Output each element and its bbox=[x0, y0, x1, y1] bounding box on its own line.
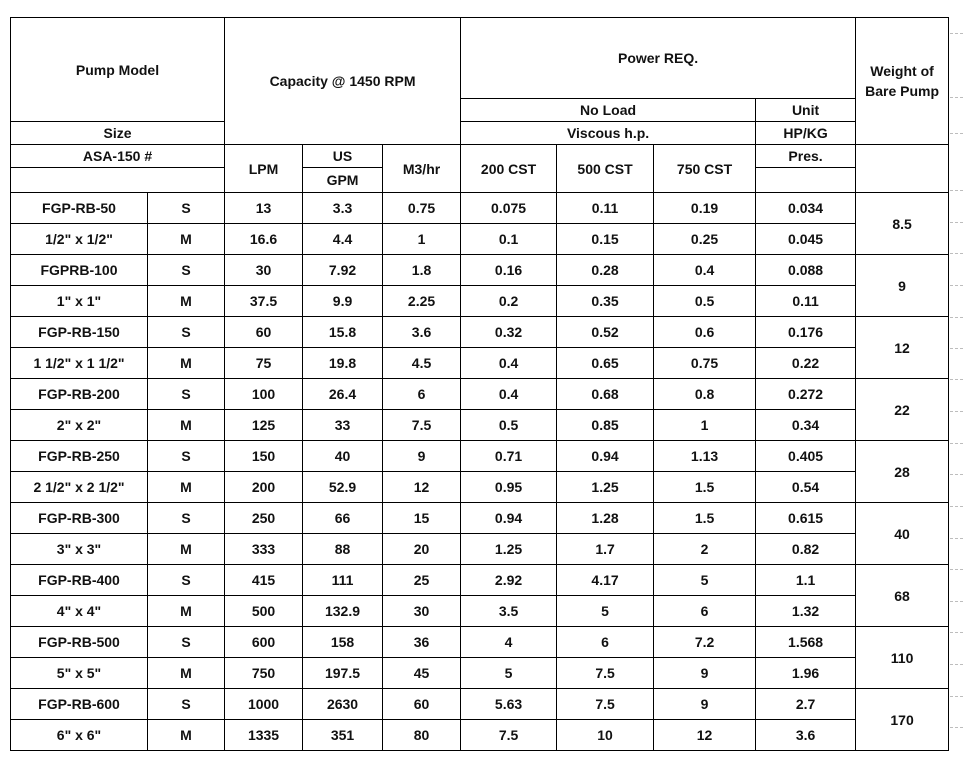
table-row bbox=[11, 286, 949, 317]
cell-cst200: 0.5 bbox=[461, 410, 557, 441]
cell-cst750: 0.5 bbox=[654, 286, 756, 317]
cell-hpkg: 0.034 bbox=[756, 193, 856, 224]
header-pres: Pres. bbox=[756, 145, 856, 168]
header-gpm: GPM bbox=[303, 168, 383, 193]
cell-weight: 12 bbox=[856, 317, 949, 379]
cell-gpm: 9.9 bbox=[303, 286, 383, 317]
cell-type: M bbox=[148, 224, 225, 255]
cell-lpm: 13 bbox=[225, 193, 303, 224]
header-cst750: 750 CST bbox=[654, 145, 756, 193]
cell-gpm: 15.8 bbox=[303, 317, 383, 348]
cell-hpkg: 0.176 bbox=[756, 317, 856, 348]
cell-cst750: 1.5 bbox=[654, 503, 756, 534]
sheet-gridline bbox=[950, 632, 963, 633]
cell-hpkg: 0.045 bbox=[756, 224, 856, 255]
cell-cst750: 0.4 bbox=[654, 255, 756, 286]
cell-model: 4" x 4" bbox=[11, 596, 148, 627]
cell-type: M bbox=[148, 720, 225, 751]
pump-spec-table bbox=[10, 17, 949, 751]
header-lpm: LPM bbox=[225, 145, 303, 193]
cell-weight: 110 bbox=[856, 627, 949, 689]
sheet-gridline bbox=[950, 538, 963, 539]
cell-hpkg: 0.615 bbox=[756, 503, 856, 534]
header-unit: Unit bbox=[756, 99, 856, 122]
cell-weight: 40 bbox=[856, 503, 949, 565]
sheet-gridline bbox=[950, 664, 963, 665]
cell-weight: 22 bbox=[856, 379, 949, 441]
cell-cst500: 4.17 bbox=[557, 565, 654, 596]
cell-gpm: 2630 bbox=[303, 689, 383, 720]
cell-weight: 170 bbox=[856, 689, 949, 751]
header-cst200: 200 CST bbox=[461, 145, 557, 193]
cell-lpm: 150 bbox=[225, 441, 303, 472]
cell-hpkg: 1.96 bbox=[756, 658, 856, 689]
sheet-gridline bbox=[950, 443, 963, 444]
cell-model: FGP-RB-200 bbox=[11, 379, 148, 410]
cell-lpm: 415 bbox=[225, 565, 303, 596]
sheet-gridline bbox=[950, 33, 963, 34]
cell-m3hr: 3.6 bbox=[383, 317, 461, 348]
cell-cst200: 1.25 bbox=[461, 534, 557, 565]
cell-cst200: 0.94 bbox=[461, 503, 557, 534]
sheet-gridline bbox=[950, 506, 963, 507]
cell-cst500: 0.28 bbox=[557, 255, 654, 286]
cell-gpm: 132.9 bbox=[303, 596, 383, 627]
cell-cst200: 0.71 bbox=[461, 441, 557, 472]
cell-model: FGP-RB-500 bbox=[11, 627, 148, 658]
cell-hpkg: 0.088 bbox=[756, 255, 856, 286]
header-row-3 bbox=[11, 122, 949, 145]
cell-model: FGP-RB-600 bbox=[11, 689, 148, 720]
cell-lpm: 750 bbox=[225, 658, 303, 689]
cell-hpkg: 0.11 bbox=[756, 286, 856, 317]
cell-type: M bbox=[148, 596, 225, 627]
sheet-gridline bbox=[950, 601, 963, 602]
cell-lpm: 100 bbox=[225, 379, 303, 410]
cell-cst500: 0.94 bbox=[557, 441, 654, 472]
cell-type: S bbox=[148, 317, 225, 348]
cell-hpkg: 0.22 bbox=[756, 348, 856, 379]
cell-m3hr: 0.75 bbox=[383, 193, 461, 224]
cell-type: M bbox=[148, 286, 225, 317]
cell-model: 6" x 6" bbox=[11, 720, 148, 751]
cell-hpkg: 2.7 bbox=[756, 689, 856, 720]
cell-type: S bbox=[148, 193, 225, 224]
header-viscous-hp: Viscous h.p. bbox=[461, 122, 756, 145]
cell-m3hr: 2.25 bbox=[383, 286, 461, 317]
header-asa: ASA-150 # bbox=[11, 145, 225, 168]
cell-hpkg: 1.1 bbox=[756, 565, 856, 596]
cell-lpm: 75 bbox=[225, 348, 303, 379]
cell-type: M bbox=[148, 658, 225, 689]
header-size: Size bbox=[11, 122, 225, 145]
table-row bbox=[11, 410, 949, 441]
cell-cst750: 0.75 bbox=[654, 348, 756, 379]
cell-cst500: 1.28 bbox=[557, 503, 654, 534]
header-weight: Weight of Bare Pump bbox=[856, 18, 949, 145]
cell-gpm: 26.4 bbox=[303, 379, 383, 410]
cell-cst200: 0.1 bbox=[461, 224, 557, 255]
cell-cst200: 0.4 bbox=[461, 348, 557, 379]
cell-lpm: 500 bbox=[225, 596, 303, 627]
cell-m3hr: 15 bbox=[383, 503, 461, 534]
cell-gpm: 7.92 bbox=[303, 255, 383, 286]
cell-m3hr: 60 bbox=[383, 689, 461, 720]
header-us: US bbox=[303, 145, 383, 168]
cell-model: 5" x 5" bbox=[11, 658, 148, 689]
cell-cst200: 2.92 bbox=[461, 565, 557, 596]
cell-m3hr: 1.8 bbox=[383, 255, 461, 286]
cell-cst500: 1.7 bbox=[557, 534, 654, 565]
header-row-1 bbox=[11, 18, 949, 99]
cell-lpm: 333 bbox=[225, 534, 303, 565]
cell-cst750: 2 bbox=[654, 534, 756, 565]
cell-gpm: 88 bbox=[303, 534, 383, 565]
sheet-gridline bbox=[950, 190, 963, 191]
header-row-4 bbox=[11, 145, 949, 168]
cell-cst750: 1.13 bbox=[654, 441, 756, 472]
table-row bbox=[11, 441, 949, 472]
cell-lpm: 1000 bbox=[225, 689, 303, 720]
cell-cst200: 3.5 bbox=[461, 596, 557, 627]
cell-gpm: 158 bbox=[303, 627, 383, 658]
cell-hpkg: 0.34 bbox=[756, 410, 856, 441]
cell-cst500: 0.11 bbox=[557, 193, 654, 224]
sheet-gridline bbox=[950, 348, 963, 349]
cell-gpm: 3.3 bbox=[303, 193, 383, 224]
sheet-gridline bbox=[950, 97, 963, 98]
table-row bbox=[11, 720, 949, 751]
sheet-gridline bbox=[950, 222, 963, 223]
table-row bbox=[11, 193, 949, 224]
cell-weight: 9 bbox=[856, 255, 949, 317]
sheet-gridline bbox=[950, 133, 963, 134]
header-no-load: No Load bbox=[461, 99, 756, 122]
cell-weight: 28 bbox=[856, 441, 949, 503]
cell-cst750: 5 bbox=[654, 565, 756, 596]
cell-m3hr: 25 bbox=[383, 565, 461, 596]
cell-type: M bbox=[148, 534, 225, 565]
cell-model: FGP-RB-400 bbox=[11, 565, 148, 596]
cell-cst200: 5 bbox=[461, 658, 557, 689]
cell-m3hr: 4.5 bbox=[383, 348, 461, 379]
cell-cst500: 5 bbox=[557, 596, 654, 627]
header-cst500: 500 CST bbox=[557, 145, 654, 193]
cell-cst750: 1 bbox=[654, 410, 756, 441]
table-row bbox=[11, 317, 949, 348]
cell-m3hr: 20 bbox=[383, 534, 461, 565]
cell-lpm: 125 bbox=[225, 410, 303, 441]
cell-cst750: 9 bbox=[654, 689, 756, 720]
cell-cst200: 5.63 bbox=[461, 689, 557, 720]
sheet-gridline bbox=[950, 569, 963, 570]
cell-cst750: 1.5 bbox=[654, 472, 756, 503]
sheet-gridline bbox=[950, 474, 963, 475]
sheet-gridline bbox=[950, 727, 963, 728]
cell-cst500: 7.5 bbox=[557, 689, 654, 720]
cell-cst200: 0.2 bbox=[461, 286, 557, 317]
cell-m3hr: 9 bbox=[383, 441, 461, 472]
header-pump-model: Pump Model bbox=[11, 18, 225, 122]
cell-weight: 8.5 bbox=[856, 193, 949, 255]
cell-model: 1/2" x 1/2" bbox=[11, 224, 148, 255]
cell-m3hr: 45 bbox=[383, 658, 461, 689]
cell-cst750: 0.6 bbox=[654, 317, 756, 348]
cell-cst200: 0.32 bbox=[461, 317, 557, 348]
table-row bbox=[11, 627, 949, 658]
cell-cst200: 4 bbox=[461, 627, 557, 658]
cell-cst200: 0.4 bbox=[461, 379, 557, 410]
cell-model: FGP-RB-300 bbox=[11, 503, 148, 534]
cell-cst500: 1.25 bbox=[557, 472, 654, 503]
header-power-req: Power REQ. bbox=[461, 18, 856, 99]
cell-hpkg: 0.54 bbox=[756, 472, 856, 503]
cell-model: 2 1/2" x 2 1/2" bbox=[11, 472, 148, 503]
cell-cst500: 0.15 bbox=[557, 224, 654, 255]
cell-type: M bbox=[148, 348, 225, 379]
cell-gpm: 111 bbox=[303, 565, 383, 596]
cell-lpm: 16.6 bbox=[225, 224, 303, 255]
cell-cst750: 7.2 bbox=[654, 627, 756, 658]
cell-cst750: 0.8 bbox=[654, 379, 756, 410]
cell-m3hr: 7.5 bbox=[383, 410, 461, 441]
cell-hpkg: 0.272 bbox=[756, 379, 856, 410]
cell-gpm: 33 bbox=[303, 410, 383, 441]
sheet-gridline bbox=[950, 379, 963, 380]
cell-type: S bbox=[148, 689, 225, 720]
cell-lpm: 600 bbox=[225, 627, 303, 658]
cell-type: S bbox=[148, 627, 225, 658]
cell-model: 2" x 2" bbox=[11, 410, 148, 441]
cell-gpm: 4.4 bbox=[303, 224, 383, 255]
cell-model: 3" x 3" bbox=[11, 534, 148, 565]
cell-cst500: 0.85 bbox=[557, 410, 654, 441]
cell-m3hr: 80 bbox=[383, 720, 461, 751]
table-row bbox=[11, 503, 949, 534]
cell-m3hr: 36 bbox=[383, 627, 461, 658]
sheet-gridline bbox=[950, 285, 963, 286]
cell-cst200: 7.5 bbox=[461, 720, 557, 751]
cell-model: FGP-RB-250 bbox=[11, 441, 148, 472]
cell-lpm: 200 bbox=[225, 472, 303, 503]
header-blank-pres bbox=[756, 168, 856, 193]
cell-m3hr: 1 bbox=[383, 224, 461, 255]
table-row bbox=[11, 472, 949, 503]
cell-type: S bbox=[148, 503, 225, 534]
header-m3hr: M3/hr bbox=[383, 145, 461, 193]
cell-model: FGP-RB-150 bbox=[11, 317, 148, 348]
cell-type: M bbox=[148, 410, 225, 441]
table-row bbox=[11, 689, 949, 720]
cell-m3hr: 12 bbox=[383, 472, 461, 503]
header-capacity: Capacity @ 1450 RPM bbox=[225, 18, 461, 145]
table-row bbox=[11, 224, 949, 255]
cell-cst750: 6 bbox=[654, 596, 756, 627]
table-row bbox=[11, 534, 949, 565]
cell-model: FGP-RB-50 bbox=[11, 193, 148, 224]
cell-hpkg: 0.405 bbox=[756, 441, 856, 472]
cell-hpkg: 3.6 bbox=[756, 720, 856, 751]
cell-cst750: 9 bbox=[654, 658, 756, 689]
cell-cst200: 0.16 bbox=[461, 255, 557, 286]
table-row bbox=[11, 596, 949, 627]
sheet-gridline bbox=[950, 317, 963, 318]
cell-gpm: 197.5 bbox=[303, 658, 383, 689]
cell-cst500: 0.65 bbox=[557, 348, 654, 379]
cell-cst750: 0.19 bbox=[654, 193, 756, 224]
table-row bbox=[11, 255, 949, 286]
cell-gpm: 40 bbox=[303, 441, 383, 472]
cell-gpm: 351 bbox=[303, 720, 383, 751]
cell-hpkg: 1.32 bbox=[756, 596, 856, 627]
cell-model: FGPRB-100 bbox=[11, 255, 148, 286]
cell-m3hr: 6 bbox=[383, 379, 461, 410]
cell-lpm: 60 bbox=[225, 317, 303, 348]
cell-lpm: 1335 bbox=[225, 720, 303, 751]
cell-cst500: 0.35 bbox=[557, 286, 654, 317]
cell-model: 1 1/2" x 1 1/2" bbox=[11, 348, 148, 379]
table-row bbox=[11, 379, 949, 410]
table-body bbox=[11, 18, 949, 751]
cell-cst200: 0.075 bbox=[461, 193, 557, 224]
cell-cst750: 12 bbox=[654, 720, 756, 751]
header-weight-extension bbox=[856, 145, 949, 193]
cell-hpkg: 0.82 bbox=[756, 534, 856, 565]
cell-lpm: 30 bbox=[225, 255, 303, 286]
cell-lpm: 250 bbox=[225, 503, 303, 534]
cell-cst500: 7.5 bbox=[557, 658, 654, 689]
cell-type: S bbox=[148, 255, 225, 286]
cell-gpm: 19.8 bbox=[303, 348, 383, 379]
cell-cst500: 10 bbox=[557, 720, 654, 751]
cell-gpm: 66 bbox=[303, 503, 383, 534]
cell-weight: 68 bbox=[856, 565, 949, 627]
sheet-gridline bbox=[950, 411, 963, 412]
header-hp-kg: HP/KG bbox=[756, 122, 856, 145]
sheet-gridline bbox=[950, 253, 963, 254]
cell-type: S bbox=[148, 565, 225, 596]
header-blank-left bbox=[11, 168, 225, 193]
table-row bbox=[11, 658, 949, 689]
cell-cst500: 0.68 bbox=[557, 379, 654, 410]
table-row bbox=[11, 565, 949, 596]
cell-cst500: 0.52 bbox=[557, 317, 654, 348]
cell-lpm: 37.5 bbox=[225, 286, 303, 317]
cell-cst200: 0.95 bbox=[461, 472, 557, 503]
cell-gpm: 52.9 bbox=[303, 472, 383, 503]
table-row bbox=[11, 348, 949, 379]
cell-hpkg: 1.568 bbox=[756, 627, 856, 658]
cell-m3hr: 30 bbox=[383, 596, 461, 627]
cell-model: 1" x 1" bbox=[11, 286, 148, 317]
cell-type: S bbox=[148, 379, 225, 410]
cell-cst500: 6 bbox=[557, 627, 654, 658]
cell-cst750: 0.25 bbox=[654, 224, 756, 255]
cell-type: M bbox=[148, 472, 225, 503]
sheet-gridline bbox=[950, 696, 963, 697]
cell-type: S bbox=[148, 441, 225, 472]
